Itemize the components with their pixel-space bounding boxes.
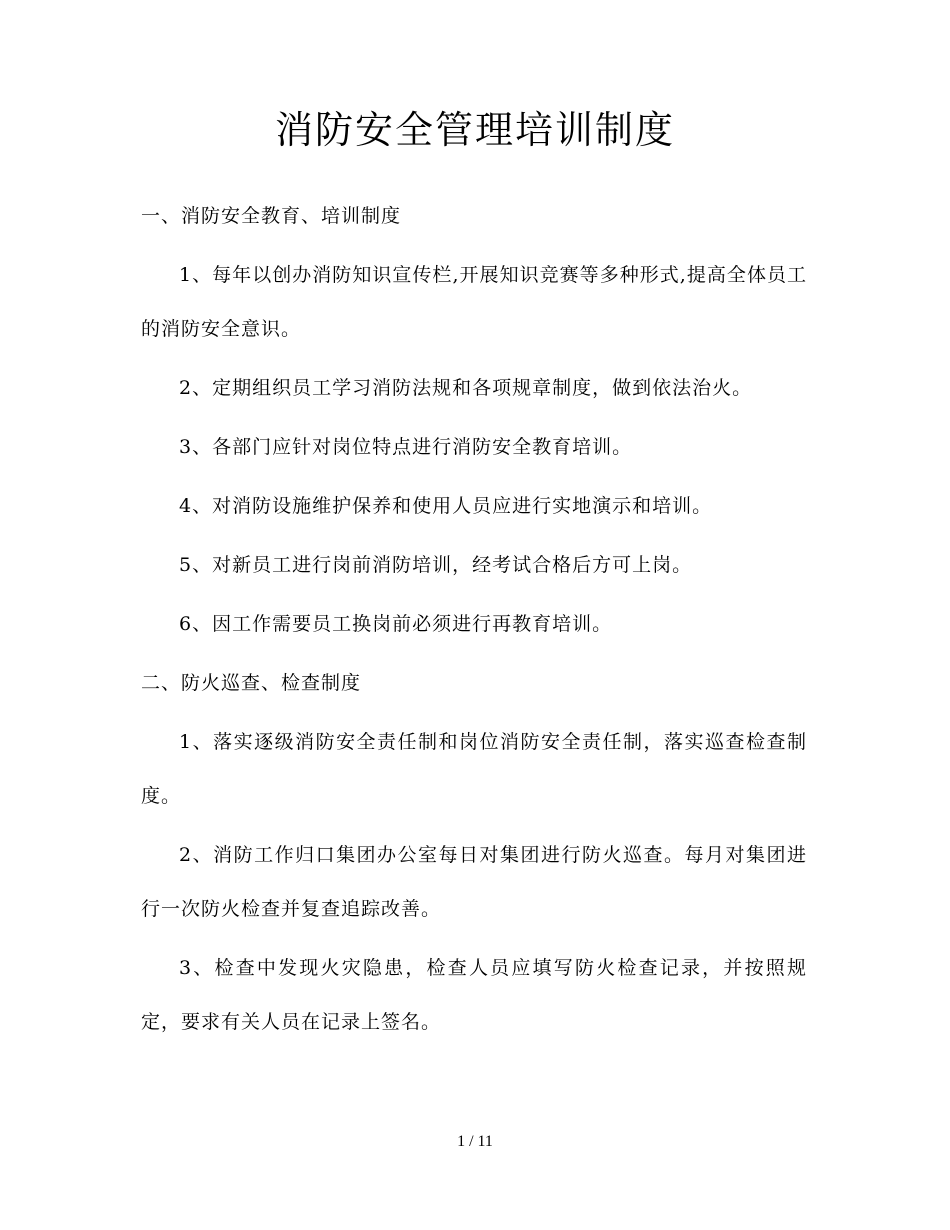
paragraph: 6、因工作需要员工换岗前必须进行再教育培训。 <box>179 613 613 635</box>
paragraph: 5、对新员工进行岗前消防培训，经考试合格后方可上岗。 <box>179 554 693 576</box>
document-body <box>141 198 807 1063</box>
paragraph: 2、消防工作归口集团办公室每日对集团进行防火巡查。每月对集团进行一次防火检查并复查追踪改善。 <box>141 844 807 920</box>
paragraph: 1、每年以创办消防知识宣传栏,开展知识竞赛等多种形式,提高全体员工的消防安全意识。 <box>141 264 807 340</box>
paragraph: 2、定期组织员工学习消防法规和各项规章制度，做到依法治火。 <box>179 377 753 399</box>
section-heading: 一、消防安全教育、培训制度 <box>141 205 402 227</box>
paragraph: 1、落实逐级消防安全责任制和岗位消防安全责任制，落实巡查检查制度。 <box>141 731 807 807</box>
paragraph: 3、检查中发现火灾隐患，检查人员应填写防火检查记录，并按照规定，要求有关人员在记录上签名。 <box>141 957 807 1033</box>
paragraph: 3、各部门应针对岗位特点进行消防安全教育培训。 <box>179 436 633 458</box>
section-heading: 二、防火巡查、检查制度 <box>141 672 362 694</box>
document-title: 消防安全管理培训制度 <box>274 108 675 152</box>
page-number: 1 / 11 <box>457 1133 493 1150</box>
paragraph: 4、对消防设施维护保养和使用人员应进行实地演示和培训。 <box>179 495 713 517</box>
